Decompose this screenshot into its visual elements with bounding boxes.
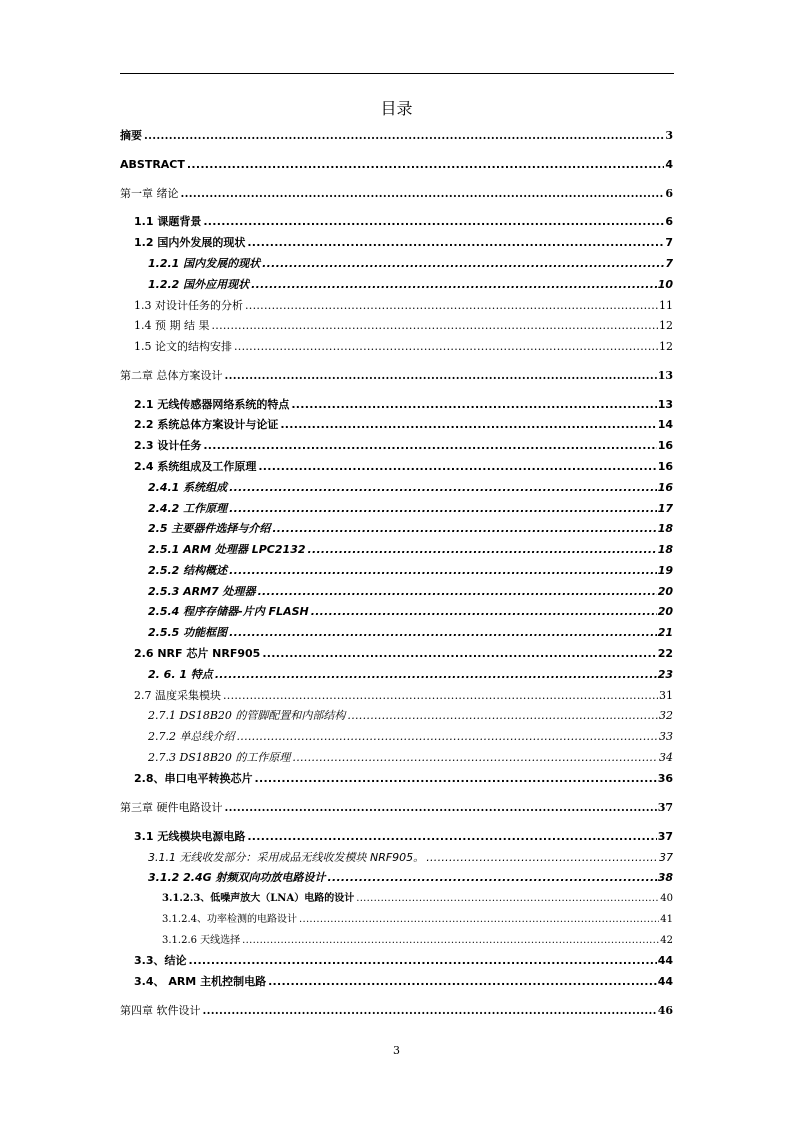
toc-entry[interactable]: 2.4 系统组成及工作原理 ..... 16 bbox=[134, 459, 673, 475]
page-number: 3 bbox=[393, 1044, 400, 1057]
toc-entry[interactable]: 2.2 系统总体方案设计与论证 ..... 14 bbox=[134, 417, 673, 433]
toc-entry[interactable]: 3.1.2.4、功率检测的电路设计 ..... 41 bbox=[162, 912, 673, 928]
toc-entry[interactable]: ABSTRACT ..... 4 bbox=[120, 157, 673, 173]
toc-entry[interactable]: 1.2 国内外发展的现状 ..... 7 bbox=[134, 235, 673, 251]
toc-entry[interactable]: 1.1 课题背景 ..... 6 bbox=[134, 214, 673, 230]
toc-entry[interactable]: 3.1.2.6 天线选择 ..... 42 bbox=[162, 933, 673, 949]
toc-entry[interactable]: 2.7.2 单总线介绍 ..... 33 bbox=[148, 729, 673, 745]
toc-entry[interactable]: 1.2.2 国外应用现状 ..... 10 bbox=[148, 277, 673, 293]
toc-entry[interactable]: 3.1.2 2.4G 射频双向功放电路设计 ..... 38 bbox=[148, 870, 673, 886]
toc-entry[interactable]: 2.5 主要器件选择与介绍 ..... 18 bbox=[148, 521, 673, 537]
toc-entry[interactable]: 第四章 软件设计 ..... 46 bbox=[120, 1003, 673, 1019]
toc-entry[interactable]: 2.5.3 ARM7 处理器 ..... 20 bbox=[148, 584, 673, 600]
toc-entry[interactable]: 1.3 对设计任务的分析 ..... 11 bbox=[134, 298, 673, 314]
toc-entry[interactable]: 第二章 总体方案设计 ..... 13 bbox=[120, 368, 673, 384]
toc-entry[interactable]: 2.5.1 ARM 处理器 LPC2132 ..... 18 bbox=[148, 542, 673, 558]
toc-entry[interactable]: 1.5 论文的结构安排 ..... 12 bbox=[134, 339, 673, 355]
toc-entry[interactable]: 2.3 设计任务 ..... 16 bbox=[134, 438, 673, 454]
toc-entry[interactable]: 2.5.5 功能框图 ..... 21 bbox=[148, 625, 673, 641]
toc-entry[interactable]: 3.4、 ARM 主机控制电路 ..... 44 bbox=[134, 974, 673, 990]
toc-entry[interactable]: 第三章 硬件电路设计 ..... 37 bbox=[120, 800, 673, 816]
toc-entry[interactable]: 2.7 温度采集模块 ..... 31 bbox=[134, 688, 673, 704]
toc-entry[interactable]: 2.4.2 工作原理 ..... 17 bbox=[148, 501, 673, 517]
toc-entry[interactable]: 3.1.1 无线收发部分：采用成品无线收发模块 NRF905。 ..... 37 bbox=[148, 850, 673, 866]
toc-entry[interactable]: 2. 6. 1 特点 ..... 23 bbox=[148, 667, 673, 683]
toc-entry[interactable]: 2.5.2 结构概述 ..... 19 bbox=[148, 563, 673, 579]
toc-entry[interactable]: 1.4 预 期 结 果 ..... 12 bbox=[134, 318, 673, 334]
toc-entry[interactable]: 2.1 无线传感器网络系统的特点 ..... 13 bbox=[134, 397, 673, 413]
header-rule bbox=[120, 73, 674, 74]
toc-entry[interactable]: 2.5.4 程序存储器-片内 FLASH ..... 20 bbox=[148, 604, 673, 620]
toc-title: 目录 bbox=[380, 99, 413, 118]
toc-entry[interactable]: 2.7.1 DS18B20 的管脚配置和内部结构 ..... 32 bbox=[148, 708, 673, 724]
toc-entry[interactable]: 3.3、结论 ..... 44 bbox=[134, 953, 673, 969]
toc-entry[interactable]: 2.6 NRF 芯片 NRF905 ..... 22 bbox=[134, 646, 673, 662]
toc-entry[interactable]: 2.4.1 系统组成 ..... 16 bbox=[148, 480, 673, 496]
toc-entry[interactable]: 2.8、串口电平转换芯片 ..... 36 bbox=[134, 771, 673, 787]
toc-entry[interactable]: 第一章 绪论 ..... 6 bbox=[120, 186, 673, 202]
toc-entry[interactable]: 2.7.3 DS18B20 的工作原理 ..... 34 bbox=[148, 750, 673, 766]
toc-entry[interactable]: 摘要 ..... 3 bbox=[120, 128, 673, 144]
toc-entry[interactable]: 1.2.1 国内发展的现状 ..... 7 bbox=[148, 256, 673, 272]
toc-entry[interactable]: 3.1 无线模块电源电路 ..... 37 bbox=[134, 829, 673, 845]
toc-entry[interactable]: 3.1.2.3、低噪声放大（LNA）电路的设计 ..... 40 bbox=[162, 891, 673, 907]
